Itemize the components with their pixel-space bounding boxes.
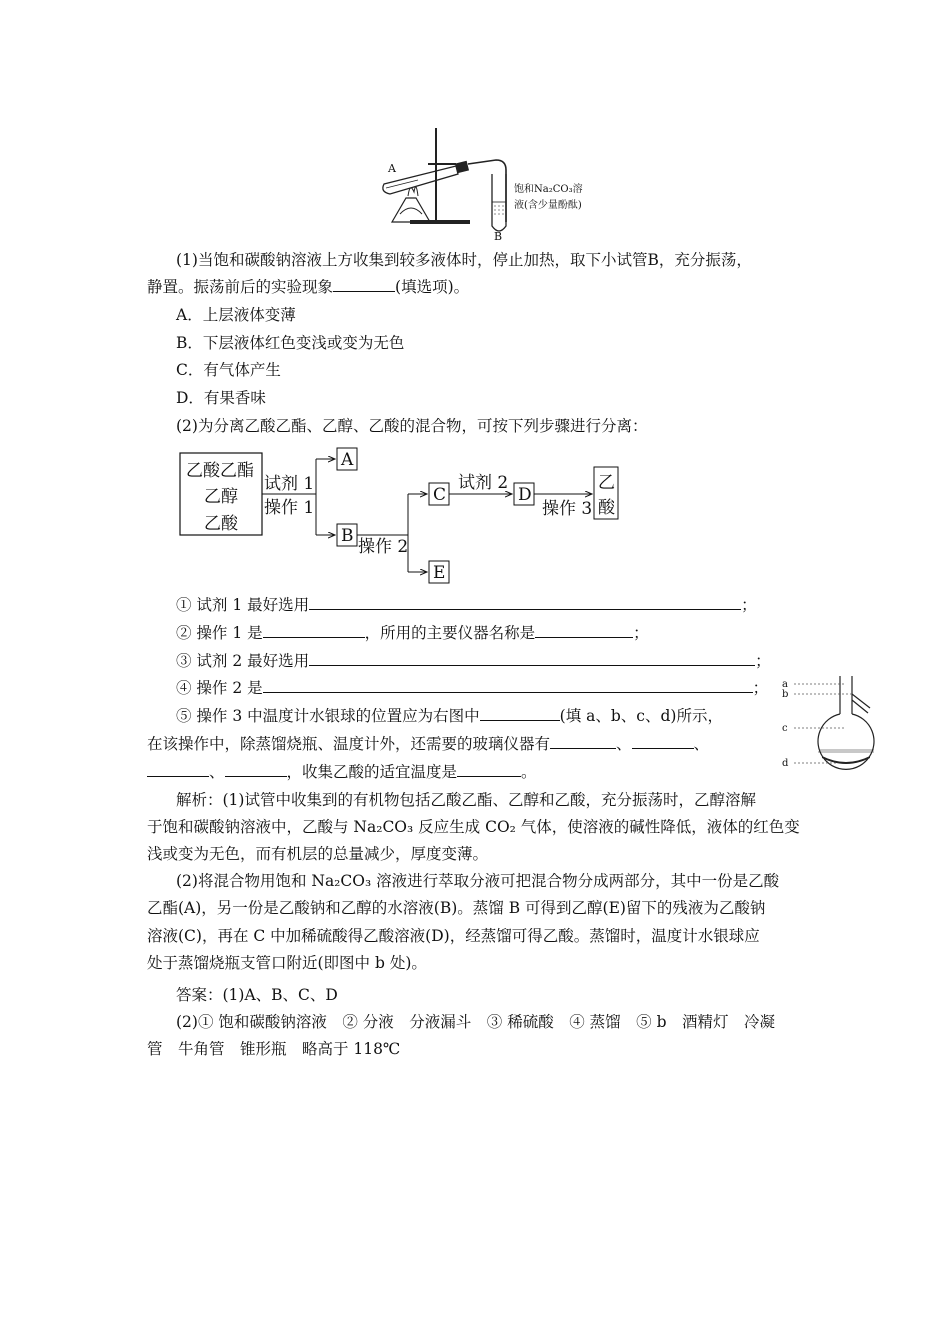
subq-3-suffix: ； (755, 652, 771, 670)
distillation-flask-figure (778, 672, 908, 780)
mixture-acid: 乙酸 (204, 514, 238, 534)
subq-2-b: ，所用的主要仪器名称是 (364, 624, 536, 642)
apparatus-caption-line1: 饱和Na₂CO₃溶 (514, 184, 583, 195)
answer-blank (550, 734, 616, 749)
subq-5-line3 (147, 762, 537, 782)
answer-blank (309, 595, 741, 610)
separator: 、 (209, 763, 225, 781)
product-char2: 酸 (598, 498, 615, 518)
answer-line2: (2)① 饱和碳酸钠溶液 ② 分液 分液漏斗 ③ 稀硫酸 ④ 蒸馏 ⑤ b 酒精灯 冷凝 (176, 1013, 776, 1031)
mixture-ethanol: 乙醇 (204, 487, 238, 507)
step2-operation-label: 操作 2 (358, 537, 409, 557)
answer-blank (147, 762, 209, 777)
reagent2-label: 试剂 2 (458, 473, 509, 493)
q1-option-d: D．有果香味 (176, 389, 266, 407)
subq-1-suffix: ； (741, 596, 757, 614)
answer-blank (480, 706, 560, 721)
subq-5-line2-text: 在该操作中，除蒸馏烧瓶、温度计外，还需要的玻璃仪器有 (147, 735, 551, 753)
box-e-label: E (433, 563, 446, 583)
answer-line1: 答案：(1)A、B、C、D (176, 986, 338, 1004)
answer-blank (263, 623, 365, 638)
answer-line3: 管 牛角管 锥形瓶 略高于 118℃ (147, 1040, 401, 1058)
q1-option-a: A．上层液体变薄 (176, 306, 296, 324)
analysis-line1: 解析：(1)试管中收集到的有机物包括乙酸乙酯、乙醇和乙酸，充分振荡时，乙醇溶解 (176, 791, 756, 809)
label-b-apparatus: B (494, 230, 503, 243)
answer-blank (225, 762, 287, 777)
flask-label-c: c (782, 723, 788, 734)
subq-2-a: ② 操作 1 是 (176, 624, 263, 642)
apparatus-caption-line2: 液(含少量酚酞) (514, 200, 582, 211)
subq-4-suffix: ； (752, 679, 769, 697)
product-char1: 乙 (598, 473, 615, 493)
answer-blank (632, 734, 694, 749)
flask-label-b: b (782, 689, 789, 700)
box-b-label: B (341, 526, 354, 546)
q1-line2 (147, 277, 469, 297)
q1-line2-suffix: (填选项)。 (395, 278, 470, 296)
analysis-line6: 溶液(C)，再在 C 中加稀硫酸得乙酸溶液(D)，经蒸馏可得乙酸。蒸馏时，温度计水银球应 (147, 927, 760, 945)
label-a-apparatus: A (388, 162, 396, 175)
subq-5-line1 (176, 706, 723, 726)
box-c-label: C (433, 485, 447, 505)
subq-5-end: 。 (521, 763, 537, 781)
analysis-line3: 浅或变为无色，而有机层的总量减少，厚度变薄。 (147, 845, 489, 863)
answer-blank (309, 651, 755, 666)
separator: 、 (693, 735, 710, 753)
q1-option-b: B．下层液体红色变浅或变为无色 (176, 334, 405, 352)
subq-1-prefix: ① 试剂 1 最好选用 (176, 596, 310, 614)
q2-intro: (2)为分离乙酸乙酯、乙醇、乙酸的混合物，可按下列步骤进行分离： (176, 417, 648, 435)
subq-3 (176, 651, 771, 671)
answer-blank (333, 277, 395, 292)
analysis-line4: (2)将混合物用饱和 Na₂CO₃ 溶液进行萃取分液可把混合物分成两部分，其中一份是乙酸 (176, 872, 780, 890)
subq-5-prefix: ⑤ 操作 3 中温度计水银球的位置应为右图中 (176, 707, 480, 725)
step1-operation-label: 操作 1 (264, 498, 315, 518)
subq-5-line3-mid: ，收集乙酸的适宜温度是 (286, 763, 458, 781)
subq-2 (176, 623, 649, 643)
answer-blank (263, 678, 753, 693)
analysis-line2: 于饱和碳酸钠溶液中，乙酸与 Na₂CO₃ 反应生成 CO₂ 气体，使溶液的碱性降低，液体的红色变 (147, 818, 800, 836)
subq-1 (176, 595, 757, 615)
answer-blank (457, 762, 521, 777)
mixture-ester: 乙酸乙酯 (186, 461, 254, 481)
subq-4-prefix: ④ 操作 2 是 (176, 679, 263, 697)
analysis-line5: 乙酯(A)，另一份是乙酸钠和乙醇的水溶液(B)。蒸馏 B 可得到乙醇(E)留下的残液为乙酸钠 (147, 899, 766, 917)
step1-reagent-label: 试剂 1 (264, 474, 315, 494)
subq-5-suffix: (填 a、b、c、d)所示， (559, 707, 723, 725)
box-a-label: A (341, 450, 354, 470)
q1-option-c: C．有气体产生 (176, 361, 281, 379)
subq-5-line2 (147, 734, 709, 754)
box-d-label: D (518, 485, 532, 505)
separator: 、 (616, 735, 632, 753)
step3-operation-label: 操作 3 (542, 499, 593, 519)
analysis-line7: 处于蒸馏烧瓶支管口附近(即图中 b 处)。 (147, 954, 427, 972)
subq-3-prefix: ③ 试剂 2 最好选用 (176, 652, 310, 670)
flask-label-a: a (782, 679, 788, 690)
flask-label-d: d (782, 758, 789, 769)
q1-line2-prefix: 静置。振荡前后的实验现象 (147, 278, 334, 296)
esterification-apparatus-figure (378, 122, 618, 244)
separation-flowchart (176, 445, 636, 590)
q1-line1: (1)当饱和碳酸钠溶液上方收集到较多液体时，停止加热，取下小试管B，充分振荡， (176, 251, 752, 269)
subq-4 (176, 678, 768, 698)
subq-2-suffix: ； (633, 624, 649, 642)
answer-blank (535, 623, 633, 638)
